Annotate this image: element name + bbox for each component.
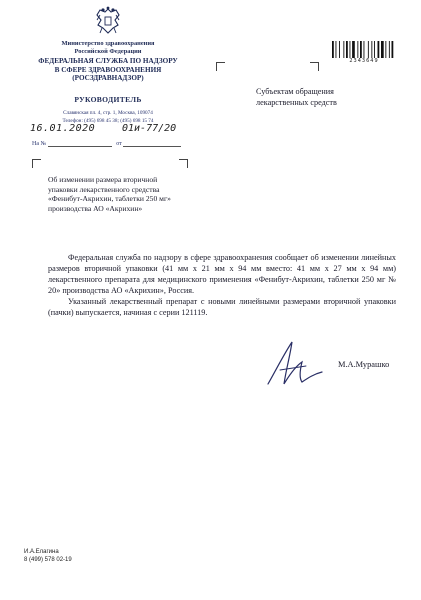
coat-of-arms-icon — [94, 6, 122, 36]
recipient-block — [256, 86, 337, 108]
executor-phone: 8 (499) 578 02-19 — [24, 557, 72, 563]
letter-body — [48, 252, 396, 318]
service-line-2: В СФЕРЕ ЗДРАВООХРАНЕНИЯ — [54, 65, 162, 74]
recipient-line-1: Субъектам обращения — [256, 87, 334, 96]
ref-number-blank — [48, 139, 112, 147]
executor-block — [24, 548, 72, 564]
head-title: РУКОВОДИТЕЛЬ — [74, 95, 142, 104]
executor-name: И.А.Елагина — [24, 549, 59, 555]
subject-line-1: Об изменении размера вторичной — [48, 175, 158, 184]
service-line-3: (РОСЗДРАВНАДЗОР) — [72, 74, 144, 83]
ministry-line-2: Российской Федерации — [74, 48, 142, 55]
recipient-corner-right — [310, 62, 319, 71]
registration-date: 16.01.2020 — [30, 123, 96, 134]
ref-from-label: от — [116, 141, 122, 147]
service-name — [24, 57, 192, 83]
service-line-1: ФЕДЕРАЛЬНАЯ СЛУЖБА ПО НАДЗОРУ — [38, 57, 178, 65]
barcode-number: 2343649 — [349, 58, 379, 64]
ref-number-label: На № — [32, 141, 47, 147]
reference-line — [32, 139, 181, 147]
ministry-name — [24, 40, 192, 56]
subject-line-3: «Фенибут-Акрихин, таблетки 250 мг» — [48, 194, 171, 204]
subject-line-2: упаковки лекарственного средства — [48, 184, 160, 194]
address-line-1: Славянская пл. 4, стр. 1, Москва, 109074 — [63, 110, 153, 116]
body-paragraph-1: Федеральная служба по надзору в сфере здравоохранения сообщает об изменении линейных размеров вторичной упаковки (41 мм х 21 мм х 94 мм вместо: 41 мм х 27 мм х 94 мм) лекарственного препарата для медицинского применения «Фенибут-Акрихин, таблетки 250 мг № 20» производства АО «Акрихин», Россия. — [48, 253, 396, 295]
recipient-line-2: лекарственных средств — [256, 98, 337, 107]
registration-number: 01и-77/20 — [122, 123, 177, 134]
ref-from-blank — [123, 139, 181, 147]
signer-name: М.А.Мурашко — [338, 360, 390, 369]
subject-block — [48, 175, 208, 213]
subject-corner-left — [32, 159, 41, 168]
handwritten-signature — [262, 340, 328, 388]
recipient-corner-left — [216, 62, 225, 71]
barcode — [332, 41, 396, 58]
subject-line-4: производства АО «Акрихин» — [48, 203, 143, 213]
body-paragraph-2: Указанный лекарственный препарат с новыми линейными размерами вторичной упаковки (пачки) выпускается, начиная с серии 121119. — [48, 297, 396, 317]
subject-corner-right — [179, 159, 188, 168]
address-line-2: Телефон: (495) 698 45 38; (495) 698 15 74 — [62, 117, 154, 124]
ministry-line-1: Министерство здравоохранения — [61, 40, 155, 47]
